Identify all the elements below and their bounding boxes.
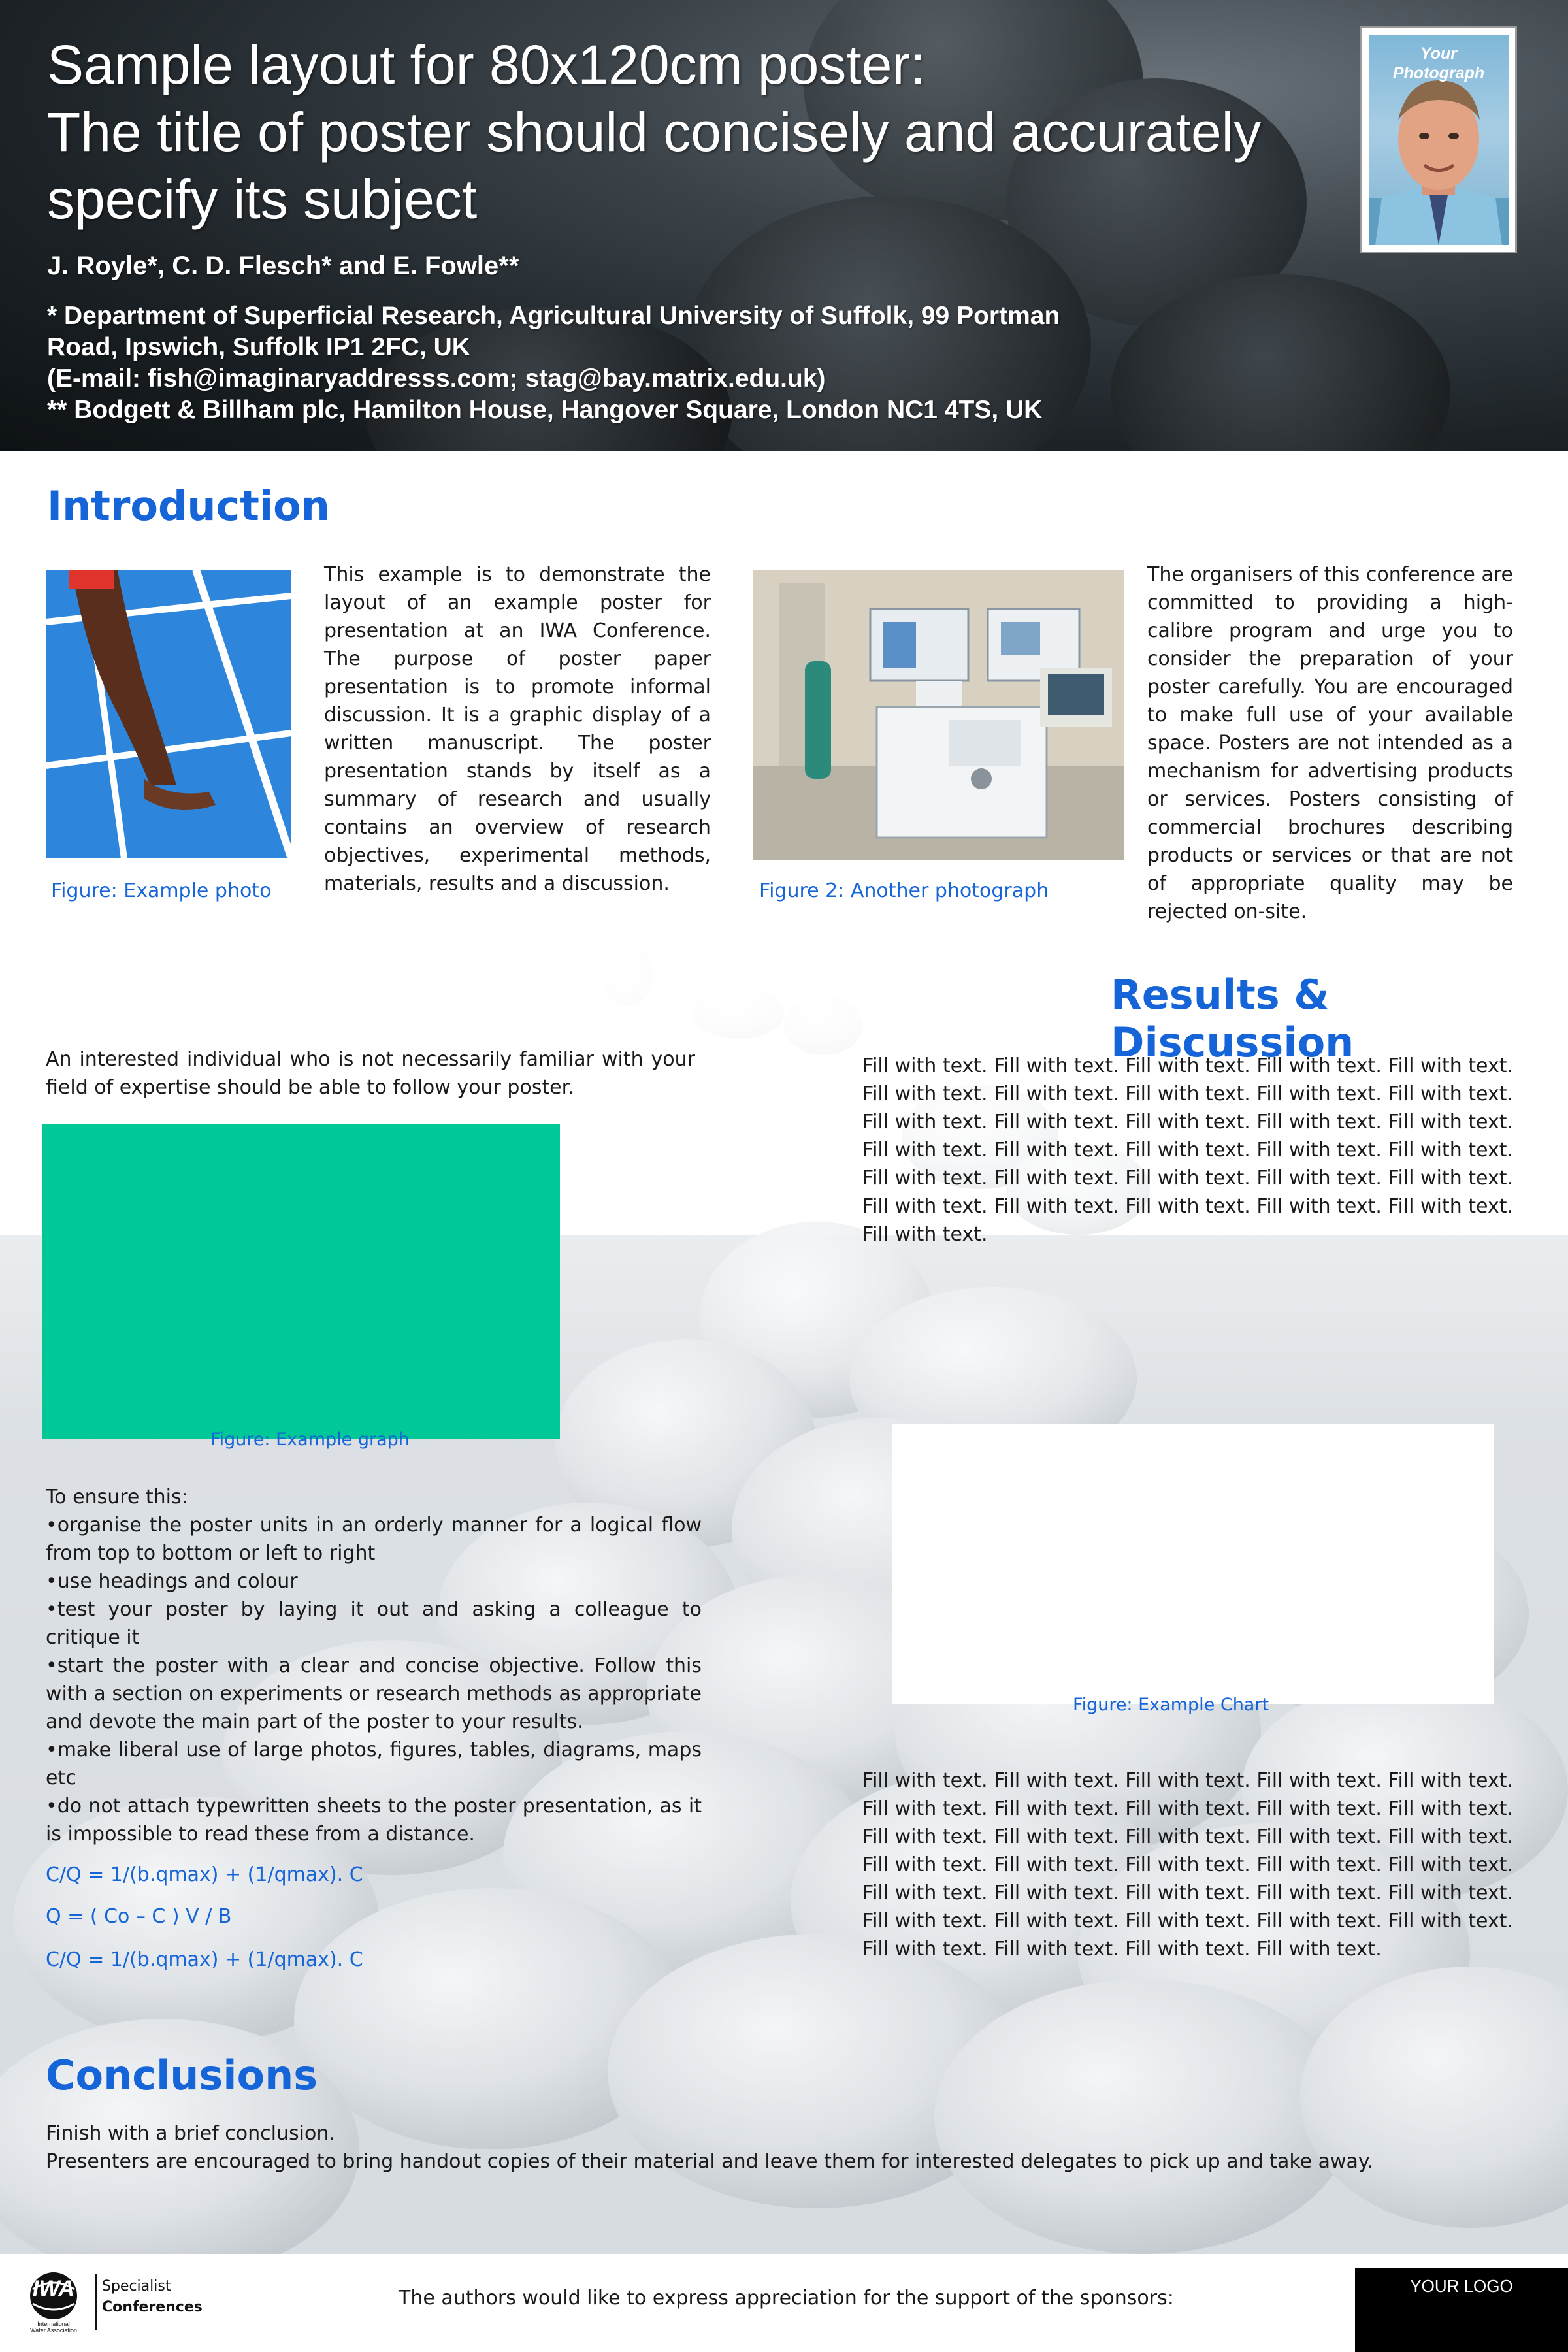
photo-label-line: Your	[1420, 44, 1458, 63]
specialist-text: Specialist	[102, 2278, 171, 2295]
photo-label-line: Photograph	[1392, 64, 1485, 82]
affiliation-line: * Department of Superficial Research, Agricultural University of Suffolk, 99 Portman	[47, 302, 1060, 330]
iwa-logo-text: IWA	[32, 2276, 75, 2301]
example-chart	[892, 1424, 1494, 1704]
runner-illustration	[46, 570, 291, 858]
figure-caption: Figure: Example photo	[51, 879, 272, 902]
intro-text: This example is to demonstrate the layout of an example poster for presentation at an IWA Conference. The purpose of poster paper presentation is to promote informal discussion. It is a graphic display of a written manuscript. The poster presentation stands by itself as a summary of research and usually contains an overview of research objectives, experimental methods, materials, results and a discussion.	[324, 563, 711, 895]
bullet-item: •do not attach typewritten sheets to the poster presentation, as it is impossible to read these from a distance.	[46, 1795, 702, 1846]
photo-placeholder	[1369, 35, 1509, 245]
title-line: The title of poster should concisely and accurately	[47, 101, 1262, 163]
conclusions-text	[46, 2119, 1522, 2176]
author-photograph	[1360, 26, 1517, 253]
iwa-logo	[20, 2270, 88, 2335]
conclusion-line: Presenters are encouraged to bring handout copies of their material and leave them for interested delegates to pick up and take away.	[46, 2150, 1373, 2173]
poster-title	[47, 31, 1341, 233]
figure-caption: Figure: Example graph	[210, 1429, 410, 1450]
logo-divider	[95, 2274, 97, 2330]
results-text: Fill with text. Fill with text. Fill with text. Fill with text. Fill with text. Fill with text. Fill with text. Fill with text. Fill with text. Fill with text. Fill with text. Fill with text. Fill with text. Fill with text. Fill with text. Fill with text. Fill with text. Fill with text. Fill with text. Fill with text. Fill with text. Fill with text. Fill with text. Fill with text. Fill with text. Fill with text. Fill with text. Fill with text. Fill with text. Fill with text. Fill with text.	[862, 1054, 1513, 1246]
formula: C/Q = 1/(b.qmax) + (1/qmax). C	[46, 1948, 363, 1971]
results-text: Fill with text. Fill with text. Fill with text. Fill with text. Fill with text. Fill with text. Fill with text. Fill with text. Fill with text. Fill with text. Fill with text. Fill with text. Fill with text. Fill with text. Fill with text. Fill with text. Fill with text. Fill with text. Fill with text. Fill with text. Fill with text. Fill with text. Fill with text. Fill with text. Fill with text. Fill with text. Fill with text. Fill with text. Fill with text. Fill with text. Fill with text. Fill with text. Fill with text. Fill with text.	[862, 1769, 1513, 1961]
lab-equipment-illustration	[753, 570, 1124, 860]
example-photo	[46, 570, 291, 858]
footer	[0, 2254, 1568, 2352]
iwa-subtext-line: Water Association	[30, 2327, 77, 2334]
conclusions-heading: Conclusions	[46, 2051, 318, 2099]
photo-label	[1369, 44, 1509, 83]
title-line: specify its subject	[47, 169, 478, 230]
list-intro: To ensure this:	[46, 1486, 188, 1509]
your-logo-text: YOUR LOGO	[1410, 2276, 1513, 2296]
affiliation-line: Road, Ipswich, Suffolk IP1 2FC, UK	[47, 333, 470, 361]
affiliations	[47, 301, 1158, 426]
conclusion-line: Finish with a brief conclusion.	[46, 2122, 335, 2145]
introduction-heading: Introduction	[47, 482, 330, 530]
bullet-item: •test your poster by laying it out and asking a colleague to critique it	[46, 1598, 702, 1649]
bullet-item: •start the poster with a clear and concise objective. Follow this with a section on experiments or research methods as appropriate and devote the main part of the poster to your results.	[46, 1654, 702, 1733]
example-graph	[42, 1124, 560, 1439]
specialist-conferences	[102, 2276, 203, 2318]
conferences-text: Conferences	[102, 2299, 203, 2315]
title-line: Sample layout for 80x120cm poster:	[47, 34, 926, 95]
affiliation-line: ** Bodgett & Billham plc, Hamilton House, Hangover Square, London NC1 4TS, UK	[47, 396, 1043, 424]
ensure-list	[46, 1483, 702, 1848]
bullet-item: •organise the poster units in an orderly manner for a logical flow from top to bottom or left to right	[46, 1514, 702, 1565]
iwa-subtext	[20, 2321, 88, 2334]
bullet-item: •make liberal use of large photos, figures, tables, diagrams, maps etc	[46, 1739, 702, 1789]
affiliation-line: (E-mail: fish@imaginaryaddresss.com; stag@bay.matrix.edu.uk)	[47, 365, 826, 393]
formula: Q = ( Co – C ) V / B	[46, 1905, 232, 1928]
lab-photograph	[753, 570, 1124, 860]
iwa-subtext-line: International	[37, 2321, 70, 2327]
authors: J. Royle*, C. D. Flesch* and E. Fowle**	[47, 252, 519, 280]
results-heading: Results & Discussion	[1111, 971, 1354, 1066]
poster-header	[0, 0, 1568, 451]
your-logo-box	[1355, 2268, 1568, 2352]
interest-text: An interested individual who is not necessarily familiar with your field of expertise should be able to follow your poster.	[46, 1048, 695, 1099]
sponsor-text: The authors would like to express appreciation for the support of the sponsors:	[399, 2287, 1174, 2310]
figure-caption: Figure 2: Another photograph	[759, 879, 1049, 902]
formula: C/Q = 1/(b.qmax) + (1/qmax). C	[46, 1863, 363, 1886]
organisers-text: The organisers of this conference are committed to providing a high-calibre program and urge you to consider the preparation of your poster carefully. You are encouraged to make full use of your available space. Posters are not intended as a mechanism for advertising products or services. Posters consisting of commercial brochures describing products or services or that are not of appropriate quality may be rejected on-site.	[1147, 563, 1513, 923]
figure-caption: Figure: Example Chart	[1073, 1695, 1269, 1715]
bullet-item: •use headings and colour	[46, 1570, 298, 1593]
